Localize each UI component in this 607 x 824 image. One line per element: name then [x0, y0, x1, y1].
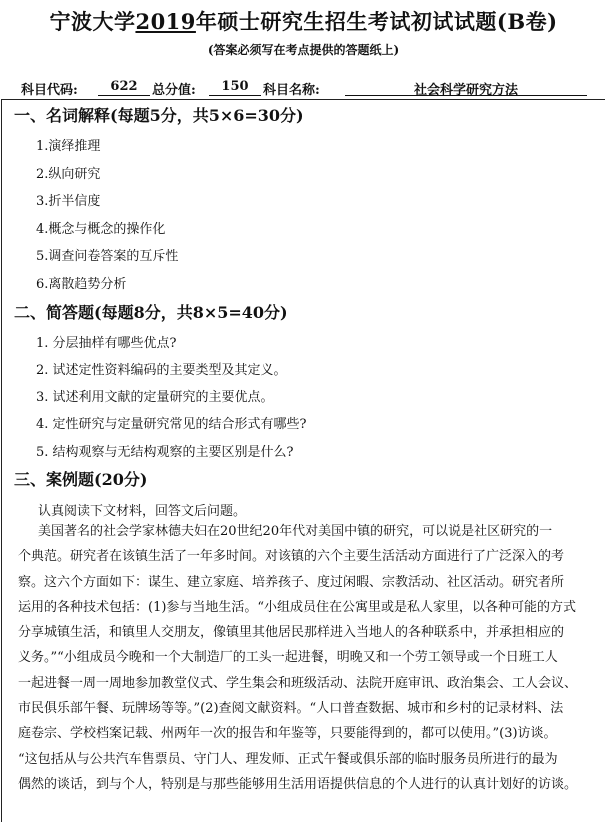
- list-item: 1.演绎推理: [36, 139, 101, 154]
- title-suffix: 年硕士研究生招生考试初试试题(B卷): [195, 9, 558, 34]
- paragraph-line: 个典范。研究者在该镇生活了一年多时间。对该镇的六个主要生活活动方面进行了广泛深入的考: [18, 549, 565, 565]
- paragraph-line: “这包括从与公共汽车售票员、守门人、理发师、正式午餐或俱乐部的临时服务员所进行的最为: [18, 751, 558, 767]
- exam-title: [0, 6, 607, 36]
- paragraph-line: 义务。”“小组成员今晚和一个大制造厂的工头一起进餐，明晚又和一个劳工领导或一个日班工人: [18, 650, 558, 666]
- list-item: 5.调查问卷答案的互斥性: [36, 249, 179, 264]
- list-item: 2.纵向研究: [36, 167, 101, 182]
- title-prefix: 宁波大学: [49, 9, 136, 34]
- subject-meta-row: [21, 79, 591, 97]
- paragraph-line: 分享城镇生活，和镇里人交朋友，像镇里其他居民那样进入当地人的各种联系中，并承担相应的: [18, 625, 565, 641]
- total-score-label: 总分值:: [152, 83, 196, 98]
- case-paragraph: [18, 519, 604, 797]
- paragraph-line: 庭卷宗、学校档案记载、州两年一次的报告和年鉴等，只要能得到的，都可以使用。”(3)访谈。: [18, 726, 557, 742]
- subject-name-label: 科目名称:: [263, 83, 320, 98]
- paragraph-line: 市民俱乐部午餐、玩牌场等等。”(2)查阅文献资料。“人口普查数据、城市和乡村的记录材料、法: [18, 701, 564, 717]
- section-heading-case: 三、案例题(20分): [14, 470, 148, 489]
- section-heading-terms: 一、名词解释(每题5分，共5×6=30分): [14, 106, 304, 125]
- case-intro: 认真阅读下文材料，回答文后问题。: [38, 504, 247, 519]
- list-item: 4.概念与概念的操作化: [36, 222, 166, 237]
- paragraph-line: 一起进餐一周一周地参加教堂仪式、学生集会和班级活动、法院开庭审讯、政治集会、工人会议、: [18, 675, 578, 691]
- list-item: 3. 试述利用文献的定量研究的主要优点。: [36, 390, 274, 405]
- exam-year: 2019: [135, 9, 196, 34]
- section-heading-short-answer: 二、简答题(每题8分，共8×5=40分): [14, 303, 288, 322]
- list-item: 1. 分层抽样有哪些优点?: [36, 336, 177, 351]
- list-item: 2. 试述定性资料编码的主要类型及其定义。: [36, 363, 287, 378]
- subject-code-value: 622: [98, 79, 150, 96]
- paragraph-line: 美国著名的社会学家林德夫妇在20世纪20年代对美国中镇的研究，可以说是社区研究的一: [38, 524, 553, 539]
- paragraph-line: 偶然的谈话，到与个人，特别是与那些能够用生活用语提供信息的个人进行的认真计划好的访谈。: [18, 776, 578, 792]
- paragraph-line: 运用的各种技术包括：(1)参与当地生活。“小组成员住在公寓里或是私人家里，以各种可能的方式: [18, 599, 577, 615]
- answer-note: (答案必须写在考点提供的答题纸上): [207, 43, 400, 57]
- paragraph-line: 察。这六个方面如下：谋生、建立家庭、培养孩子、度过闲暇、宗教活动、社区活动。研究者所: [18, 574, 565, 590]
- list-item: 3.折半信度: [36, 194, 101, 209]
- subject-name-value: 社会科学研究方法: [345, 79, 587, 96]
- subject-code-label: 科目代码:: [21, 83, 78, 98]
- list-item: 5. 结构观察与无结构观察的主要区别是什么?: [36, 445, 294, 460]
- total-score-value: 150: [209, 79, 261, 96]
- list-item: 4. 定性研究与定量研究常见的结合形式有哪些?: [36, 417, 307, 432]
- list-item: 6.离散趋势分析: [36, 277, 127, 292]
